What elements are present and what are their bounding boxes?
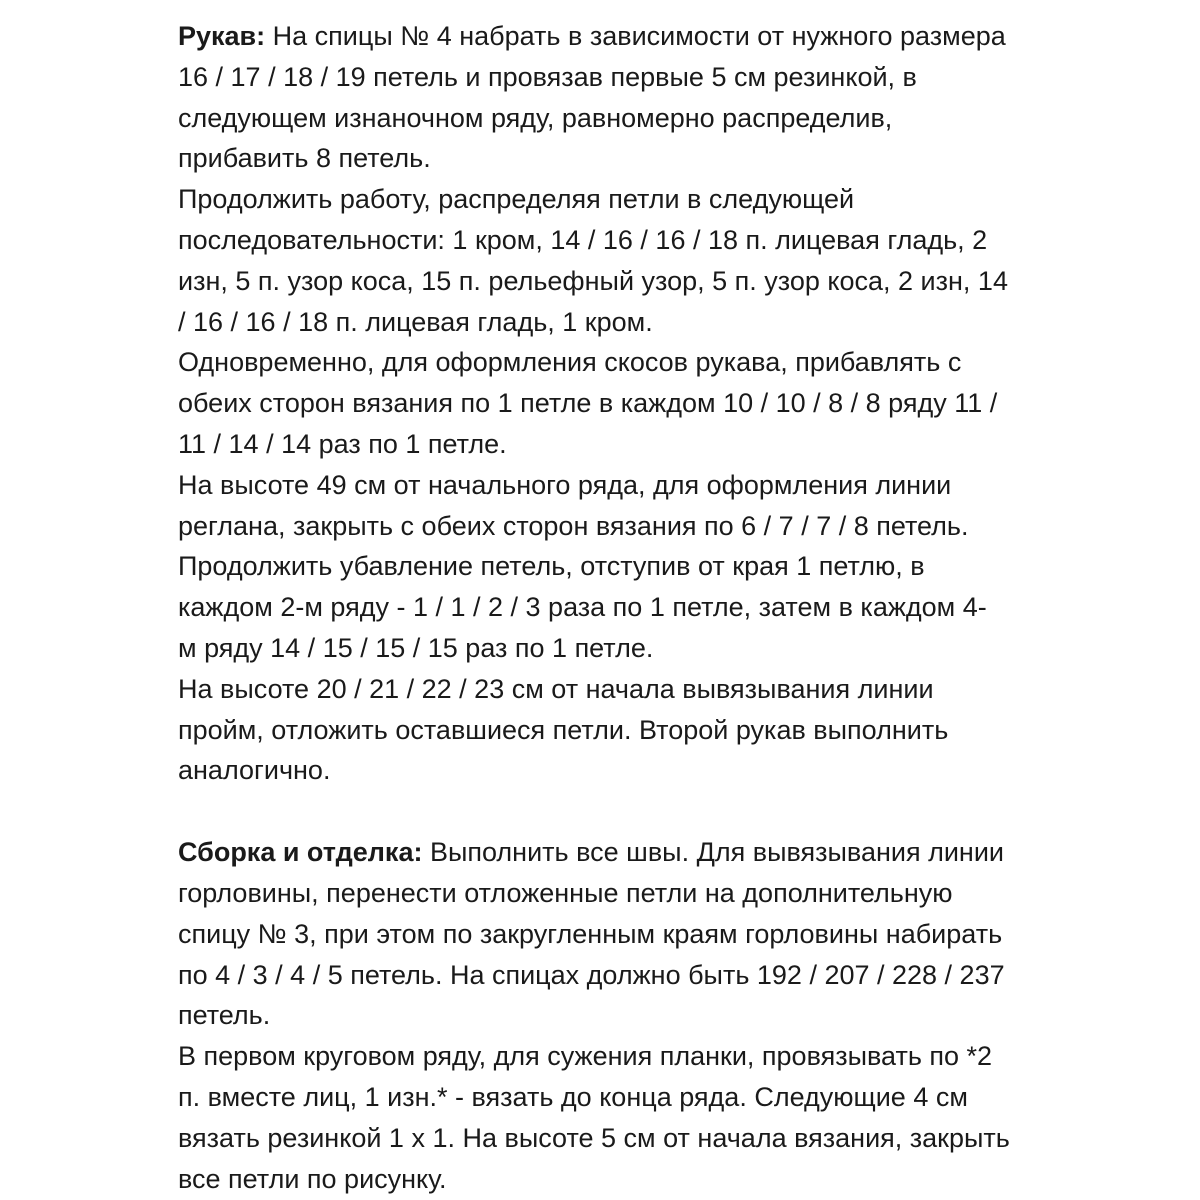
sleeve-line-10: 11 / 14 / 14 раз по 1 петле. (178, 428, 507, 459)
assembly-section (178, 832, 1160, 1199)
assembly-line-5: В первом круговом ряду, для сужения планки, провязывать по *2 (178, 1041, 993, 1072)
assembly-line-4: петель. (178, 1000, 271, 1031)
sleeve-line-15: м ряду 14 / 15 / 15 / 15 раз по 1 петле. (178, 632, 654, 663)
sleeve-line-16: На высоте 20 / 21 / 22 / 23 см от начала вывязывания линии (178, 673, 934, 704)
sleeve-line-18: аналогично. (178, 755, 331, 786)
sleeve-line-7: / 16 / 16 / 18 п. лицевая гладь, 1 кром. (178, 306, 653, 337)
sleeve-line-0: На спицы № 4 набрать в зависимости от нужного размера (265, 21, 1006, 51)
sleeve-line-4: Продолжить работу, распределяя петли в следующей (178, 184, 855, 215)
assembly-line-6: п. вместе лиц, 1 изн.* - вязать до конца ряда. Следующие 4 см (178, 1081, 968, 1112)
sleeve-section (178, 16, 1160, 791)
sleeve-line-2: следующем изнаночном ряду, равномерно распределив, (178, 102, 893, 133)
sleeve-line-3: прибавить 8 петель. (178, 143, 431, 174)
sleeve-line-14: каждом 2-м ряду - 1 / 1 / 2 / 3 раза по 1 петле, затем в каждом 4- (178, 592, 987, 623)
assembly-line-3: по 4 / 3 / 4 / 5 петель. На спицах должно быть 192 / 207 / 228 / 237 (178, 959, 1005, 990)
assembly-heading: Сборка и отделка: (178, 837, 423, 868)
assembly-line-8: все петли по рисунку. (178, 1163, 447, 1194)
assembly-line-2: спицу № 3, при этом по закругленным краям горловины набирать (178, 918, 1003, 949)
sleeve-line-9: обеих сторон вязания по 1 петле в каждом 10 / 10 / 8 / 8 ряду 11 / (178, 388, 998, 419)
assembly-line-7: вязать резинкой 1 х 1. На высоте 5 см от начала вязания, закрыть (178, 1122, 1010, 1153)
sleeve-line-13: Продолжить убавление петель, отступив от края 1 петлю, в (178, 551, 925, 582)
sleeve-line-12: реглана, закрыть с обеих сторон вязания по 6 / 7 / 7 / 8 петель. (178, 510, 969, 541)
sleeve-line-5: последовательности: 1 кром, 14 / 16 / 16 / 18 п. лицевая гладь, 2 (178, 224, 988, 255)
section-gap (178, 791, 1160, 832)
sleeve-line-6: изн, 5 п. узор коса, 15 п. рельефный узор, 5 п. узор коса, 2 изн, 14 (178, 265, 1008, 296)
assembly-line-1: горловины, перенести отложенные петли на дополнительную (178, 877, 953, 908)
sleeve-line-1: 16 / 17 / 18 / 19 петель и провязав первые 5 см резинкой, в (178, 61, 917, 92)
sleeve-line-8: Одновременно, для оформления скосов рукава, прибавлять с (178, 347, 962, 378)
assembly-line-0: Выполнить все швы. Для вывязывания линии (422, 837, 1005, 868)
sleeve-heading: Рукав: (178, 21, 266, 51)
text-line (178, 16, 1160, 57)
sleeve-line-17: пройм, отложить оставшиеся петли. Второй рукав выполнить (178, 714, 949, 745)
sleeve-line-11: На высоте 49 см от начального ряда, для оформления линии (178, 469, 952, 500)
text-line (178, 832, 1160, 873)
